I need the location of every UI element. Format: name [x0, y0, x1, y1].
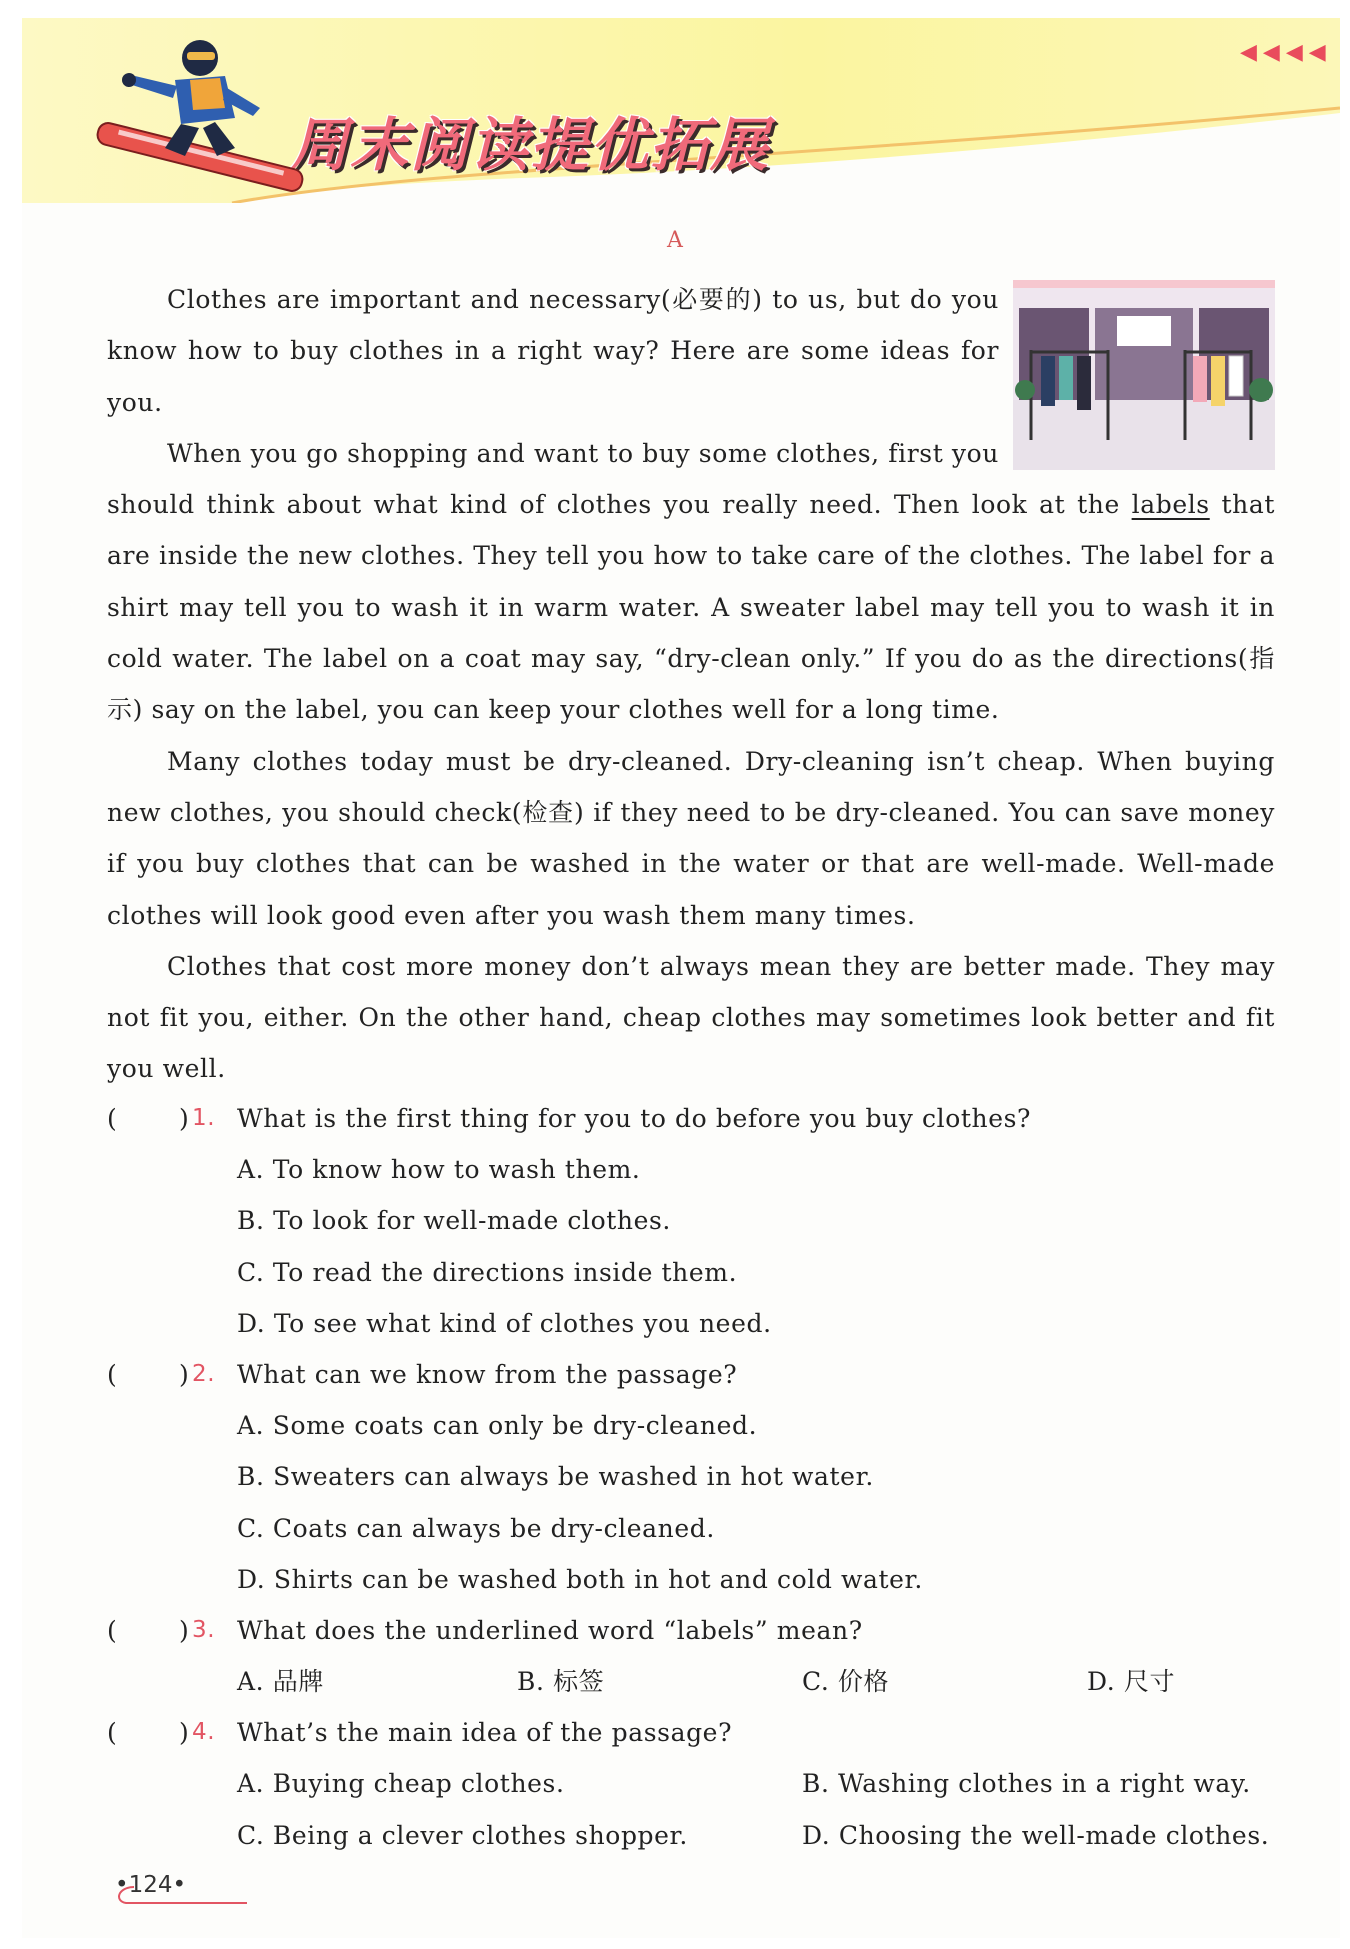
option-d: D. Choosing the well-made clothes.: [802, 1820, 1270, 1850]
paragraph-2: [107, 428, 1275, 736]
question-text: What’s the main idea of the passage?: [237, 1718, 733, 1748]
answer-blank-open[interactable]: (: [107, 1104, 118, 1133]
question-2: [107, 1349, 1275, 1400]
option-c: C. To read the directions inside them.: [237, 1257, 738, 1287]
answer-blank-open[interactable]: (: [107, 1718, 118, 1748]
questions-section: [107, 1093, 1275, 1861]
option-c: C. Coats can always be dry-cleaned.: [237, 1513, 715, 1543]
paragraph-1: Clothes are important and necessary(必要的) to us, but do you know how to buy clothes in a right way? Here are some ideas for you.: [107, 285, 999, 417]
option-a: A. Buying cheap clothes.: [237, 1769, 565, 1799]
option-a: A. Some coats can only be dry-cleaned.: [237, 1411, 758, 1441]
snowboarder-illustration: [95, 28, 305, 208]
page-number: •124•: [115, 1872, 187, 1898]
option-row: [107, 1554, 1275, 1605]
question-number: 2.: [192, 1360, 216, 1387]
option-row: [107, 1400, 1275, 1451]
option-row: [107, 1810, 1275, 1861]
option-c: C. Being a clever clothes shopper.: [237, 1820, 688, 1850]
option-b: B. Sweaters can always be washed in hot water.: [237, 1462, 874, 1492]
option-d: D. Shirts can be washed both in hot and cold water.: [237, 1564, 923, 1594]
option-b: B. 标签: [517, 1667, 605, 1697]
question-text: What is the first thing for you to do before you buy clothes?: [237, 1104, 1032, 1133]
option-b: B. To look for well-made clothes.: [237, 1206, 671, 1236]
option-row: [107, 1247, 1275, 1298]
option-row: [107, 1451, 1275, 1502]
answer-blank-open[interactable]: (: [107, 1359, 118, 1389]
answer-blank-close: ): [179, 1718, 190, 1748]
reading-passage: [107, 274, 1275, 1095]
question-1: [107, 1093, 1275, 1144]
header-title: 周末阅读提优拓展: [290, 111, 771, 179]
paragraph-2-part-b: that are inside the new clothes. They tell you how to take care of the clothes. The label for a shirt may tell you to wash it in warm water. A sweater label may tell you to wash it in cold water. The label on a coat may say, “dry-clean only.” If you do as the directions(指示) say on the label, you can keep your clothes well for a long time.: [107, 490, 1275, 725]
option-a: A. 品牌: [237, 1667, 324, 1697]
option-row: [107, 1656, 1275, 1707]
option-a: A. To know how to wash them.: [237, 1155, 641, 1185]
paragraph-3: Many clothes today must be dry-cleaned. Dry-cleaning isn’t cheap. When buying new clothes, you should check(检查) if they need to be dry-cleaned. You can save money if you buy clothes that can be washed in the water or that are well-made. Well-made clothes will look good even after you wash them many times.: [107, 746, 1275, 930]
question-number: 4.: [192, 1719, 216, 1746]
question-number: 3.: [192, 1616, 216, 1643]
option-d: D. 尺寸: [1087, 1667, 1176, 1697]
option-b: B. Washing clothes in a right way.: [802, 1769, 1251, 1799]
question-3: [107, 1605, 1275, 1656]
option-d: D. To see what kind of clothes you need.: [237, 1308, 772, 1338]
section-letter: A: [667, 228, 683, 253]
clothes-shop-illustration: [1013, 280, 1275, 470]
question-text: What can we know from the passage?: [237, 1359, 738, 1389]
paragraph-2-part-a: When you go shopping and want to buy some clothes, first you should think about what kind of clothes you really need. Then look at the: [107, 438, 1132, 520]
option-row: [107, 1144, 1275, 1195]
answer-blank-close: ): [179, 1615, 190, 1645]
answer-blank-close: ): [179, 1359, 190, 1389]
arrow-icons: ◀◀◀◀: [1240, 40, 1332, 65]
paragraph-4: Clothes that cost more money don’t always mean they are better made. They may not fit you, either. On the other hand, cheap clothes may sometimes look better and fit you well.: [107, 951, 1275, 1084]
option-c: C. 价格: [802, 1667, 890, 1697]
question-text: What does the underlined word “labels” mean?: [237, 1615, 863, 1645]
option-row: [107, 1195, 1275, 1246]
underlined-word-labels: labels: [1131, 490, 1210, 520]
question-4: [107, 1707, 1275, 1758]
option-row: [107, 1503, 1275, 1554]
answer-blank-close: ): [179, 1104, 190, 1133]
option-row: [107, 1298, 1275, 1349]
option-row: [107, 1758, 1275, 1809]
answer-blank-open[interactable]: (: [107, 1615, 118, 1645]
question-number: 1.: [192, 1105, 216, 1131]
